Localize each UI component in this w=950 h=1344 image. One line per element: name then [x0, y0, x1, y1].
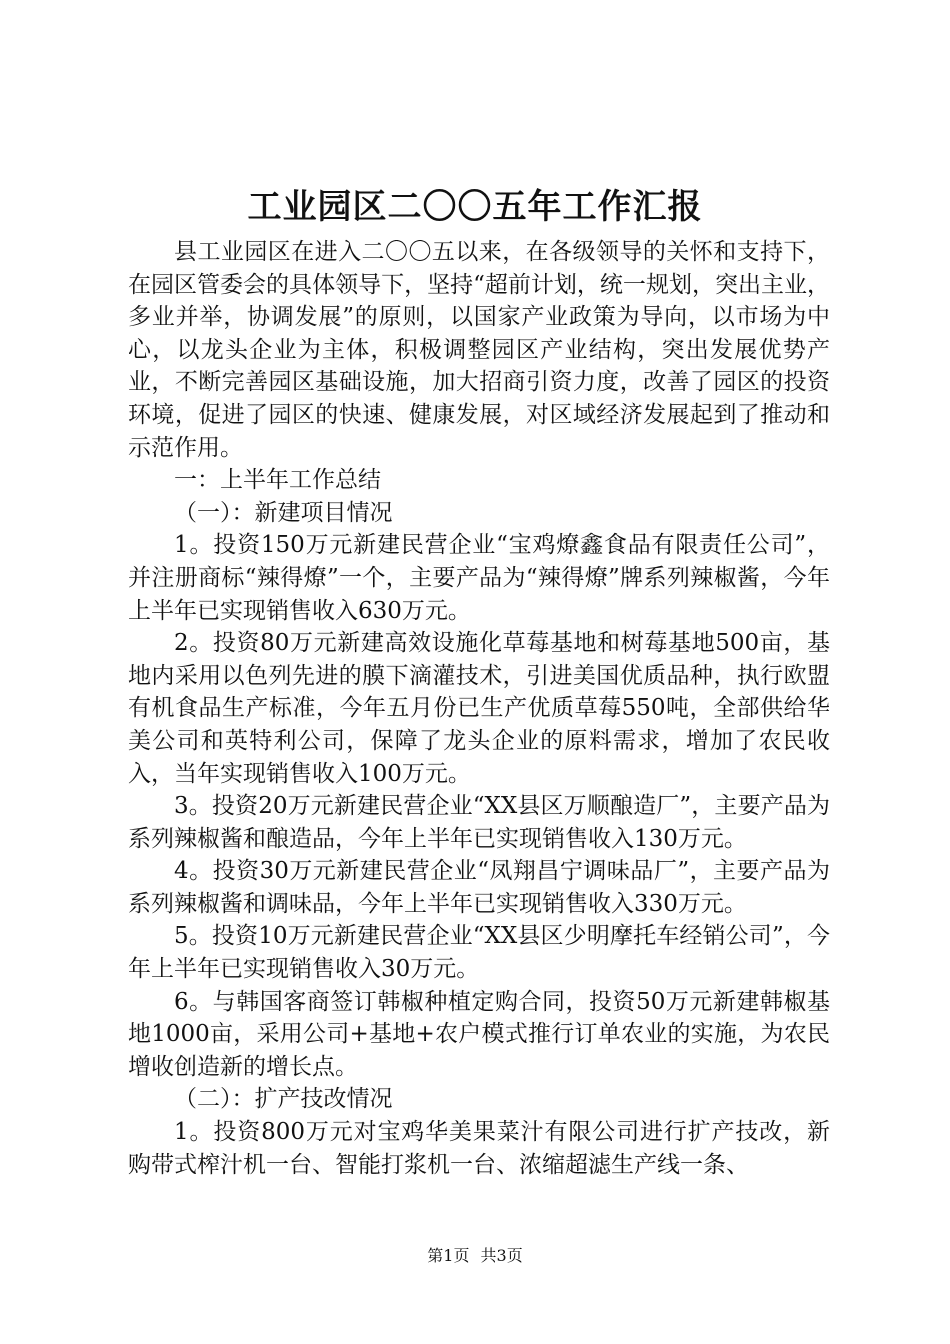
intro-paragraph: 县工业园区在进入二〇〇五以来，在各级领导的关怀和支持下，在园区管委会的具体领导下，坚持“超前计划，统一规划，突出主业，多业并举，协调发展”的原则，以国家产业政策为导向，以市场为中心，以龙头企业为主体，积极调整园区产业结构，突出发展优势产业，不断完善园区基础设施，加大招商引资力度，改善了园区的投资环境，促进了园区的快速、健康发展，对区域经济发展起到了推动和示范作用。	[128, 239, 830, 461]
list-item: 6。与韩国客商签订韩椒种植定购合同，投资50万元新建韩椒基地1000亩，采用公司+基地+农户模式推行订单农业的实施，为农民增收创造新的增长点。	[128, 988, 830, 1080]
list-item: 3。投资20万元新建民营企业“XX县区万顺酿造厂”，主要产品为系列辣椒酱和酿造品，今年上半年已实现销售收入130万元。	[128, 793, 830, 852]
list-item: 1。投资800万元对宝鸡华美果菜汁有限公司进行扩产技改，新购带式榨汁机一台、智能打浆机一台、浓缩超滤生产线一条、	[128, 1119, 830, 1178]
page-footer	[0, 1244, 950, 1268]
page-number: 第1页	[427, 1246, 470, 1265]
document-title: 工业园区二〇〇五年工作汇报	[247, 187, 703, 227]
subsection-heading: （一）：新建项目情况	[174, 499, 393, 526]
subsection-heading: （二）：扩产技改情况	[174, 1086, 393, 1113]
list-item: 4。投资30万元新建民营企业“凤翔昌宁调味品厂”，主要产品为系列辣椒酱和调味品，今年上半年已实现销售收入330万元。	[128, 858, 830, 917]
list-item: 5。投资10万元新建民营企业“XX县区少明摩托车经销公司”，今年上半年已实现销售收入30万元。	[128, 923, 830, 983]
document-body	[128, 236, 830, 1181]
list-item: 1。投资150万元新建民营企业“宝鸡燎鑫食品有限责任公司”，并注册商标“辣得燎”一个，主要产品为“辣得燎”牌系列辣椒酱，今年上半年已实现销售收入630万元。	[128, 532, 830, 624]
section-heading: 一：上半年工作总结	[174, 467, 381, 494]
page-total: 共3页	[480, 1246, 523, 1265]
list-item: 2。投资80万元新建高效设施化草莓基地和树莓基地500亩，基地内采用以色列先进的膜下滴灌技术，引进美国优质品种，执行欧盟有机食品生产标准，今年五月份已生产优质草莓550吨，全部供给华美公司和英特利公司，保障了龙头企业的原料需求，增加了农民收入，当年实现销售收入100万元。	[128, 630, 830, 787]
